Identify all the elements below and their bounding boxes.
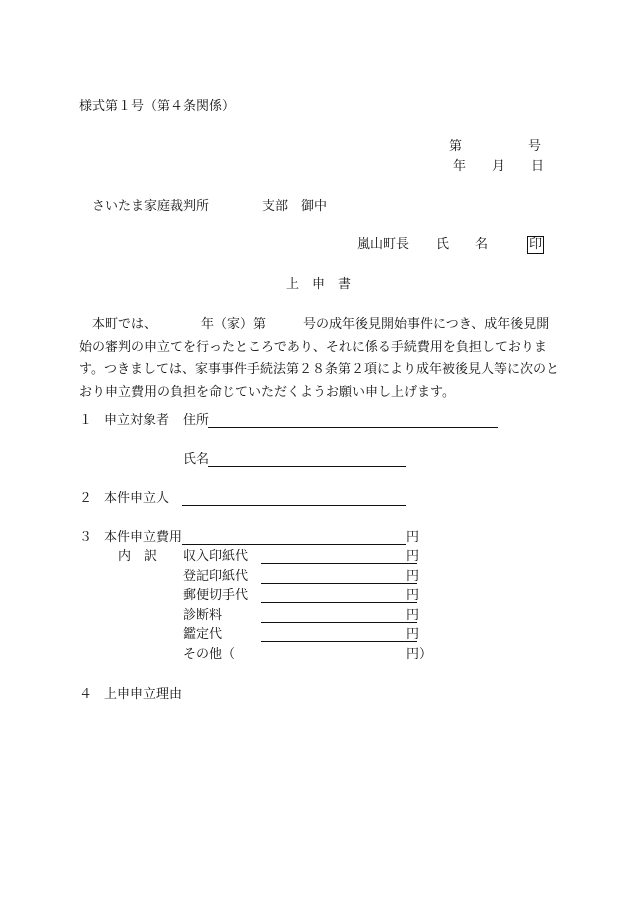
item-unit: 円 <box>406 588 420 603</box>
item-unit: 円 <box>406 549 420 564</box>
sender-name-label-1: 氏 <box>436 237 450 252</box>
section-1-label: 申立対象者 <box>104 413 170 428</box>
date-day: 日 <box>531 159 545 174</box>
doc-number-suffix: 号 <box>528 139 542 154</box>
body-line-4: おり申立費用の負担を命じていただくようお願い申し上げます。 <box>79 384 455 400</box>
address-field[interactable] <box>208 427 498 428</box>
doc-number-prefix: 第 <box>449 139 463 154</box>
body-line-1c: 号の成年後見開始事件につき、成年後見開 <box>303 317 550 332</box>
address-label: 住所 <box>183 413 210 428</box>
item-unit: 円 <box>406 627 420 642</box>
item-field[interactable] <box>261 583 417 584</box>
item-label: 登記印紙代 <box>183 569 249 584</box>
item-label: 鑑定代 <box>183 627 223 642</box>
body-line-1 <box>79 314 549 337</box>
addressee-court: さいたま家庭裁判所 <box>92 199 210 214</box>
sender-name-label-2: 名 <box>475 237 489 252</box>
addressee-branch: 支部 <box>262 199 289 214</box>
item-field[interactable] <box>261 622 417 623</box>
body-paragraph <box>79 314 559 404</box>
name-label: 氏名 <box>183 452 210 467</box>
body-line-1b: 年（家）第 <box>201 317 267 332</box>
seal-mark: 印 <box>529 237 543 252</box>
item-label: 診断料 <box>183 608 223 623</box>
total-cost-unit: 円 <box>406 530 420 545</box>
body-line-3: す。つきましては、家事事件手続法第２８条第２項により成年被後見人等に次のと <box>79 362 559 377</box>
section-3-number: ３ <box>79 530 93 545</box>
item-unit: 円 <box>406 569 420 584</box>
name-field[interactable] <box>208 466 406 467</box>
body-line-2: 始の審判の申立てを行ったところであり、それに係る手続費用を負担しておりま <box>79 339 547 355</box>
item-field[interactable] <box>261 602 417 603</box>
body-line-1a: 本町では、 <box>92 317 158 332</box>
applicant-field[interactable] <box>182 505 406 506</box>
section-2-label: 本件申立人 <box>104 491 170 506</box>
section-1-number: １ <box>79 413 93 428</box>
section-2-number: ２ <box>79 491 93 506</box>
date-month: 月 <box>492 159 506 174</box>
other-unit: 円） <box>406 647 433 662</box>
document-title: 上 申 書 <box>286 277 352 292</box>
form-label: 様式第１号（第４条関係） <box>79 99 236 114</box>
breakdown-label: 内 訳 <box>118 549 158 564</box>
other-label: その他（ <box>183 647 236 662</box>
section-4-label: 上申申立理由 <box>104 687 183 702</box>
section-4-number: ４ <box>79 687 93 702</box>
item-label: 収入印紙代 <box>183 549 249 564</box>
item-label: 郵便切手代 <box>183 588 249 603</box>
item-field[interactable] <box>261 563 417 564</box>
addressee-honorific: 御中 <box>301 199 328 214</box>
date-year: 年 <box>453 159 467 174</box>
section-3-label: 本件申立費用 <box>104 530 183 545</box>
total-cost-field[interactable] <box>182 544 406 545</box>
item-unit: 円 <box>406 608 420 623</box>
sender-title: 嵐山町長 <box>357 237 410 252</box>
item-field[interactable] <box>261 641 417 642</box>
